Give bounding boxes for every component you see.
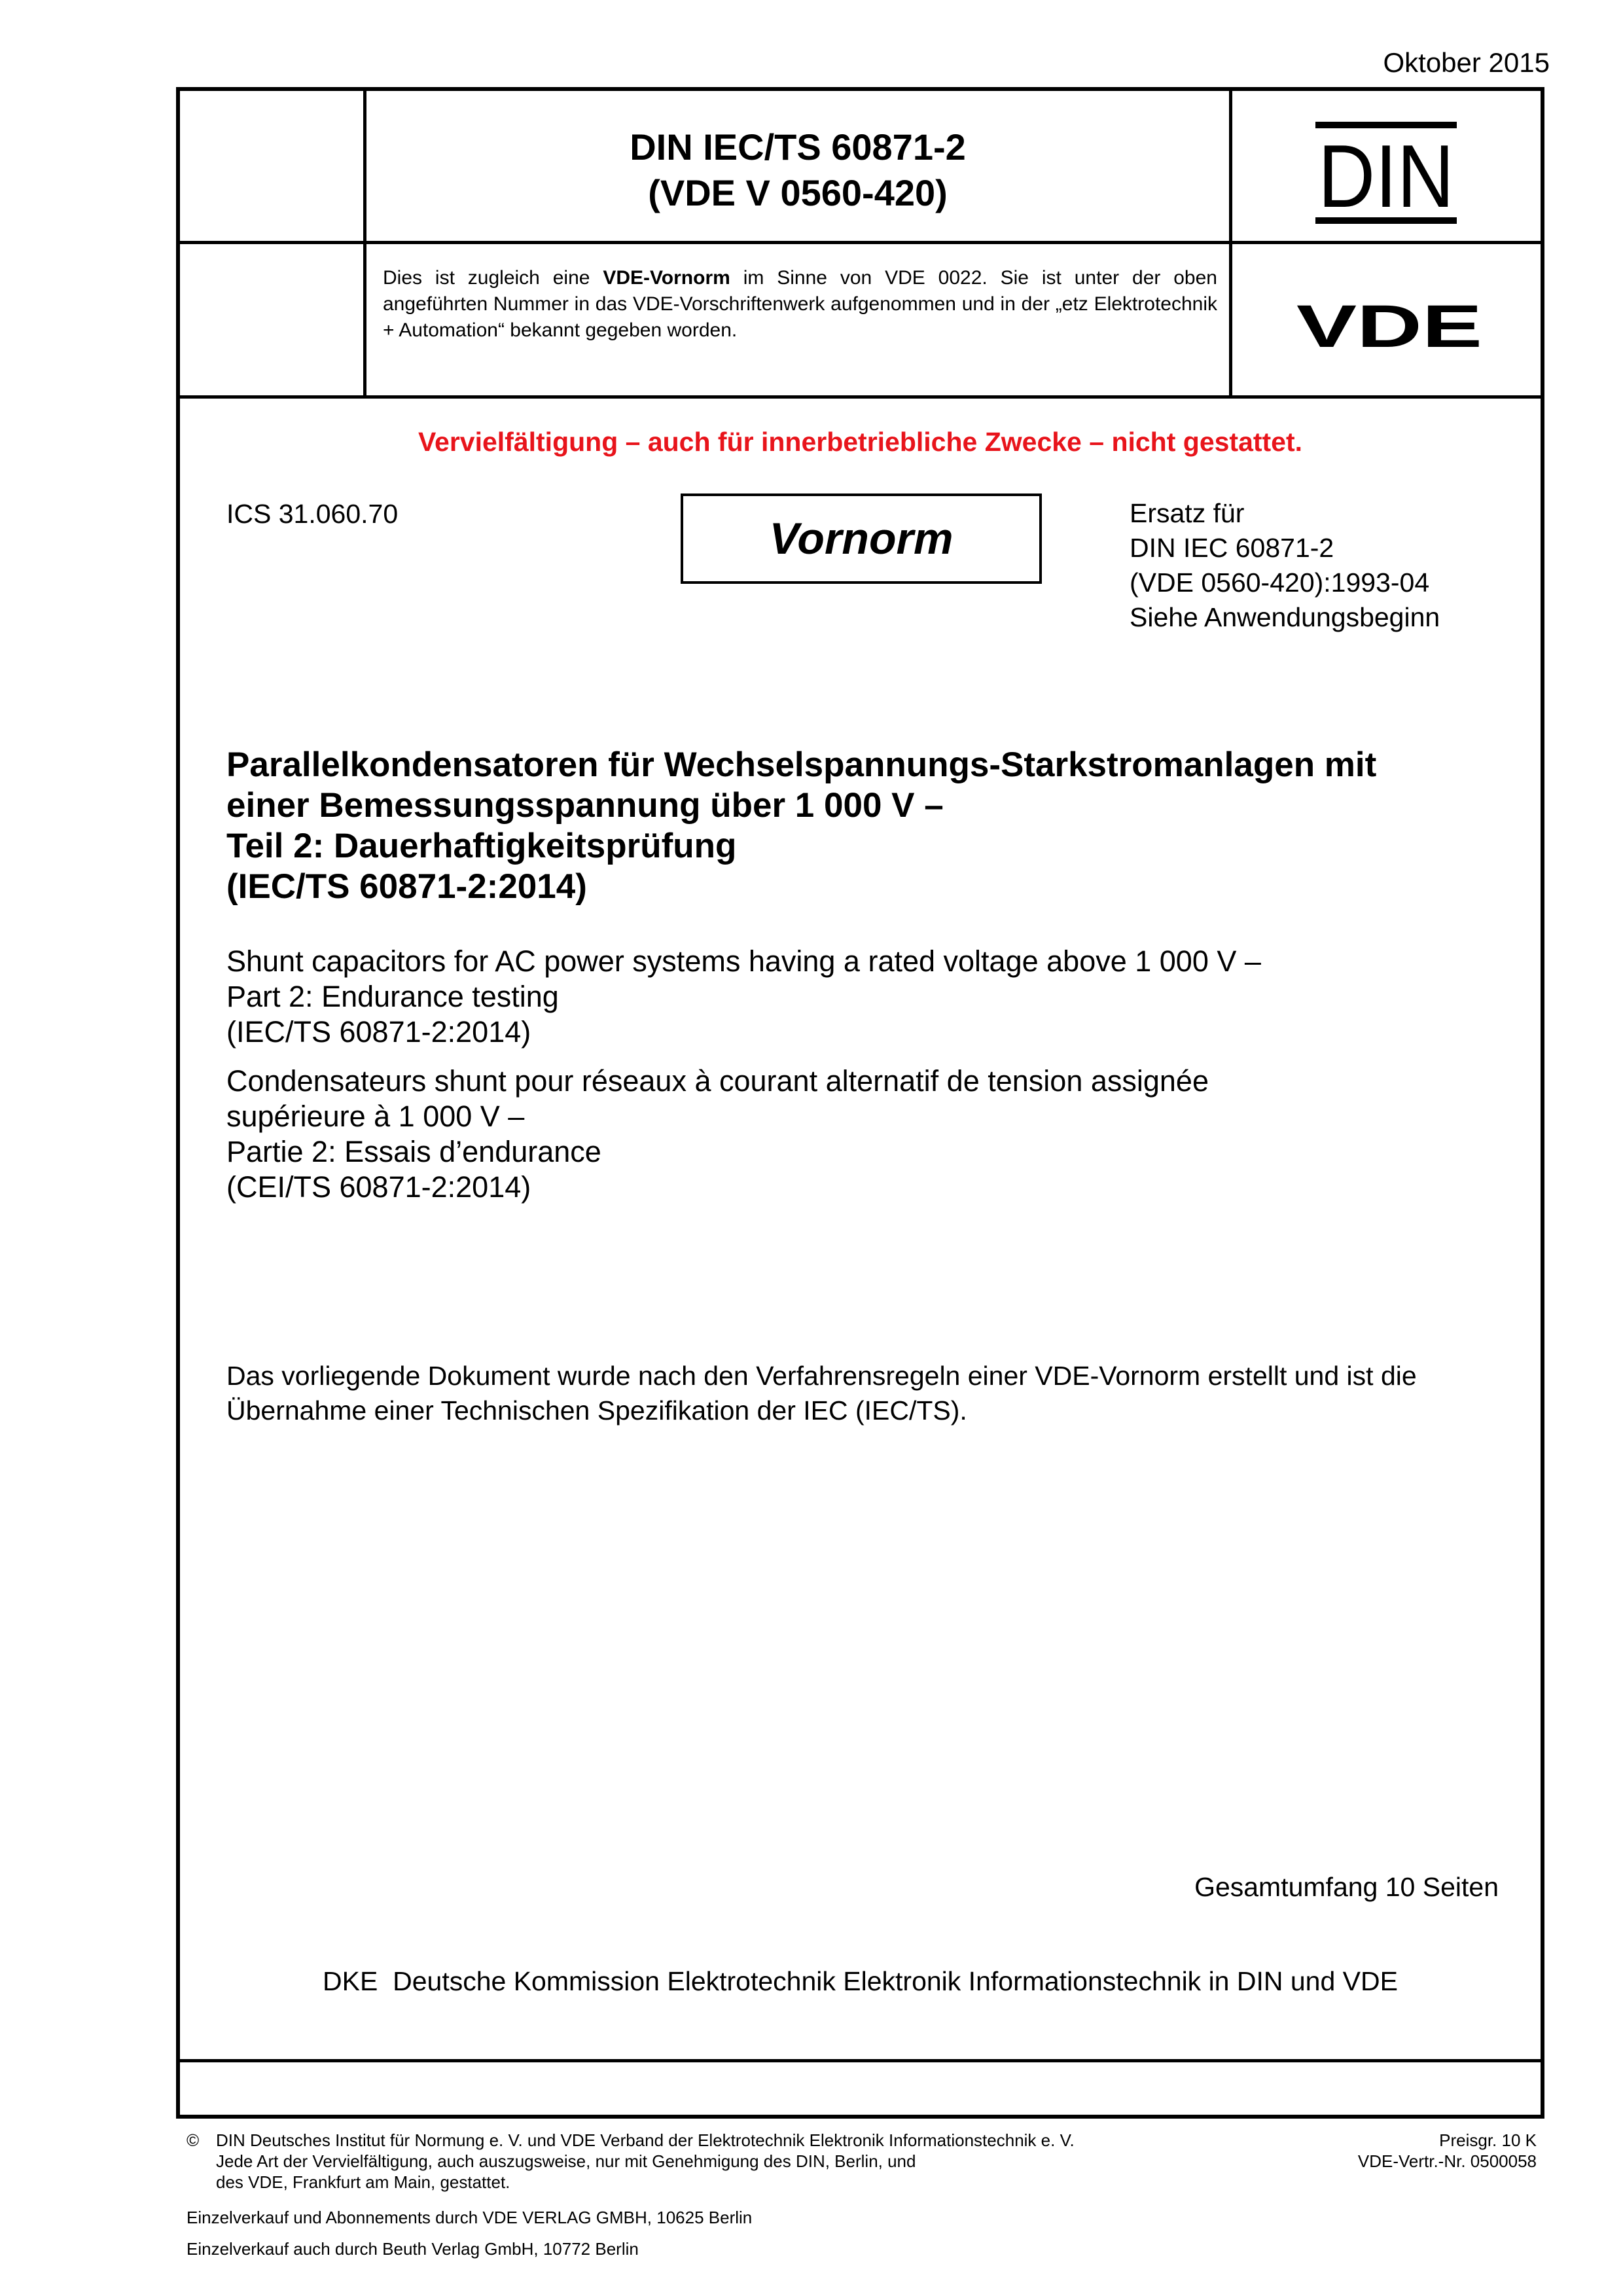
header-divider-1 xyxy=(176,241,1544,244)
vde-notice-post: im Sinne von VDE 0022. Sie ist unter der oben angeführten Nummer in das VDE-Vorschriftenwerk aufgenommen und in der „etz Elektrotechnik + Automation“ bekannt gegeben worden. xyxy=(383,267,1217,341)
sales-info-2: Einzelverkauf auch durch Beuth Verlag GmbH, 10772 Berlin xyxy=(187,2239,639,2259)
price-info xyxy=(1358,2130,1537,2172)
document-number-vde: (VDE V 0560-420) xyxy=(648,172,948,213)
replacement-line-3: (VDE 0560-420):1993-04 xyxy=(1130,567,1430,598)
price-group: Preisgr. 10 K xyxy=(1439,2130,1537,2150)
document-number xyxy=(365,124,1230,216)
intro-line-1: Das vorliegende Dokument wurde nach den Verfahrensregeln einer VDE-Vornorm erstellt und ist die xyxy=(226,1361,1417,1391)
ics-code: ICS 31.060.70 xyxy=(226,499,399,529)
intro-text xyxy=(226,1359,1509,1428)
doc-type-box xyxy=(681,493,1042,584)
title-german-line-2: einer Bemessungsspannung über 1 000 V – xyxy=(226,786,944,825)
title-english-line-2: Part 2: Endurance testing xyxy=(226,980,559,1013)
replacement-line-1: Ersatz für xyxy=(1130,498,1245,528)
vde-notice-pre: Dies ist zugleich eine xyxy=(383,267,603,289)
doc-type-label: Vornorm xyxy=(769,514,954,564)
dke-line: DKE Deutsche Kommission Elektrotechnik Elektronik Informationstechnik in DIN und VDE xyxy=(323,1966,1398,1996)
copyright-symbol: © xyxy=(187,2130,200,2150)
replacement-line-4: Siehe Anwendungsbeginn xyxy=(1130,602,1440,632)
copyright-line-3: des VDE, Frankfurt am Main, gestattet. xyxy=(216,2172,510,2192)
copyright-line-1: DIN Deutsches Institut für Normung e. V. und VDE Verband der Elektrotechnik Elektronik Informationstechnik e. V. xyxy=(216,2130,1075,2150)
vde-notice-bold: VDE-Vornorm xyxy=(603,267,730,289)
title-french-line-2: supérieure à 1 000 V – xyxy=(226,1100,525,1133)
vde-logo xyxy=(1294,300,1484,352)
issue-date: Oktober 2015 xyxy=(1383,47,1550,78)
sales-info-1: Einzelverkauf und Abonnements durch VDE VERLAG GMBH, 10625 Berlin xyxy=(187,2208,753,2227)
din-logo xyxy=(1315,122,1457,224)
copyright-notice xyxy=(216,2130,1075,2193)
replacement-info xyxy=(1130,496,1440,635)
vde-logo-text: VDE xyxy=(1296,300,1482,352)
title-english xyxy=(226,944,1261,1050)
title-french xyxy=(226,1064,1209,1205)
footer-divider xyxy=(176,2059,1544,2062)
title-german-line-3: Teil 2: Dauerhaftigkeitsprüfung xyxy=(226,827,737,865)
title-german-line-1: Parallelkondensatoren für Wechselspannungs-Starkstromanlagen mit xyxy=(226,745,1377,784)
intro-line-2: Übernahme einer Technischen Spezifikation der IEC (IEC/TS). xyxy=(226,1395,967,1426)
din-logo-text: DIN xyxy=(1318,126,1454,224)
copyright-line-2: Jede Art der Vervielfältigung, auch auszugsweise, nur mit Genehmigung des DIN, Berlin, und xyxy=(216,2151,916,2171)
header-divider-2 xyxy=(176,395,1544,399)
vde-notice xyxy=(383,265,1217,344)
replacement-line-2: DIN IEC 60871-2 xyxy=(1130,533,1334,563)
title-english-line-1: Shunt capacitors for AC power systems having a rated voltage above 1 000 V – xyxy=(226,944,1261,978)
title-german-line-4: (IEC/TS 60871-2:2014) xyxy=(226,867,587,906)
title-german xyxy=(226,745,1503,907)
title-french-line-4: (CEI/TS 60871-2:2014) xyxy=(226,1170,531,1204)
vde-vertr-number: VDE-Vertr.-Nr. 0500058 xyxy=(1357,2151,1537,2171)
title-french-line-3: Partie 2: Essais d’endurance xyxy=(226,1135,601,1168)
copy-warning: Vervielfältigung – auch für innerbetriebliche Zwecke – nicht gestattet. xyxy=(418,427,1303,457)
title-english-line-3: (IEC/TS 60871-2:2014) xyxy=(226,1015,531,1049)
title-french-line-1: Condensateurs shunt pour réseaux à courant alternatif de tension assignée xyxy=(226,1064,1209,1098)
document-number-din: DIN IEC/TS 60871-2 xyxy=(630,126,966,168)
total-pages: Gesamtumfang 10 Seiten xyxy=(1194,1872,1499,1902)
